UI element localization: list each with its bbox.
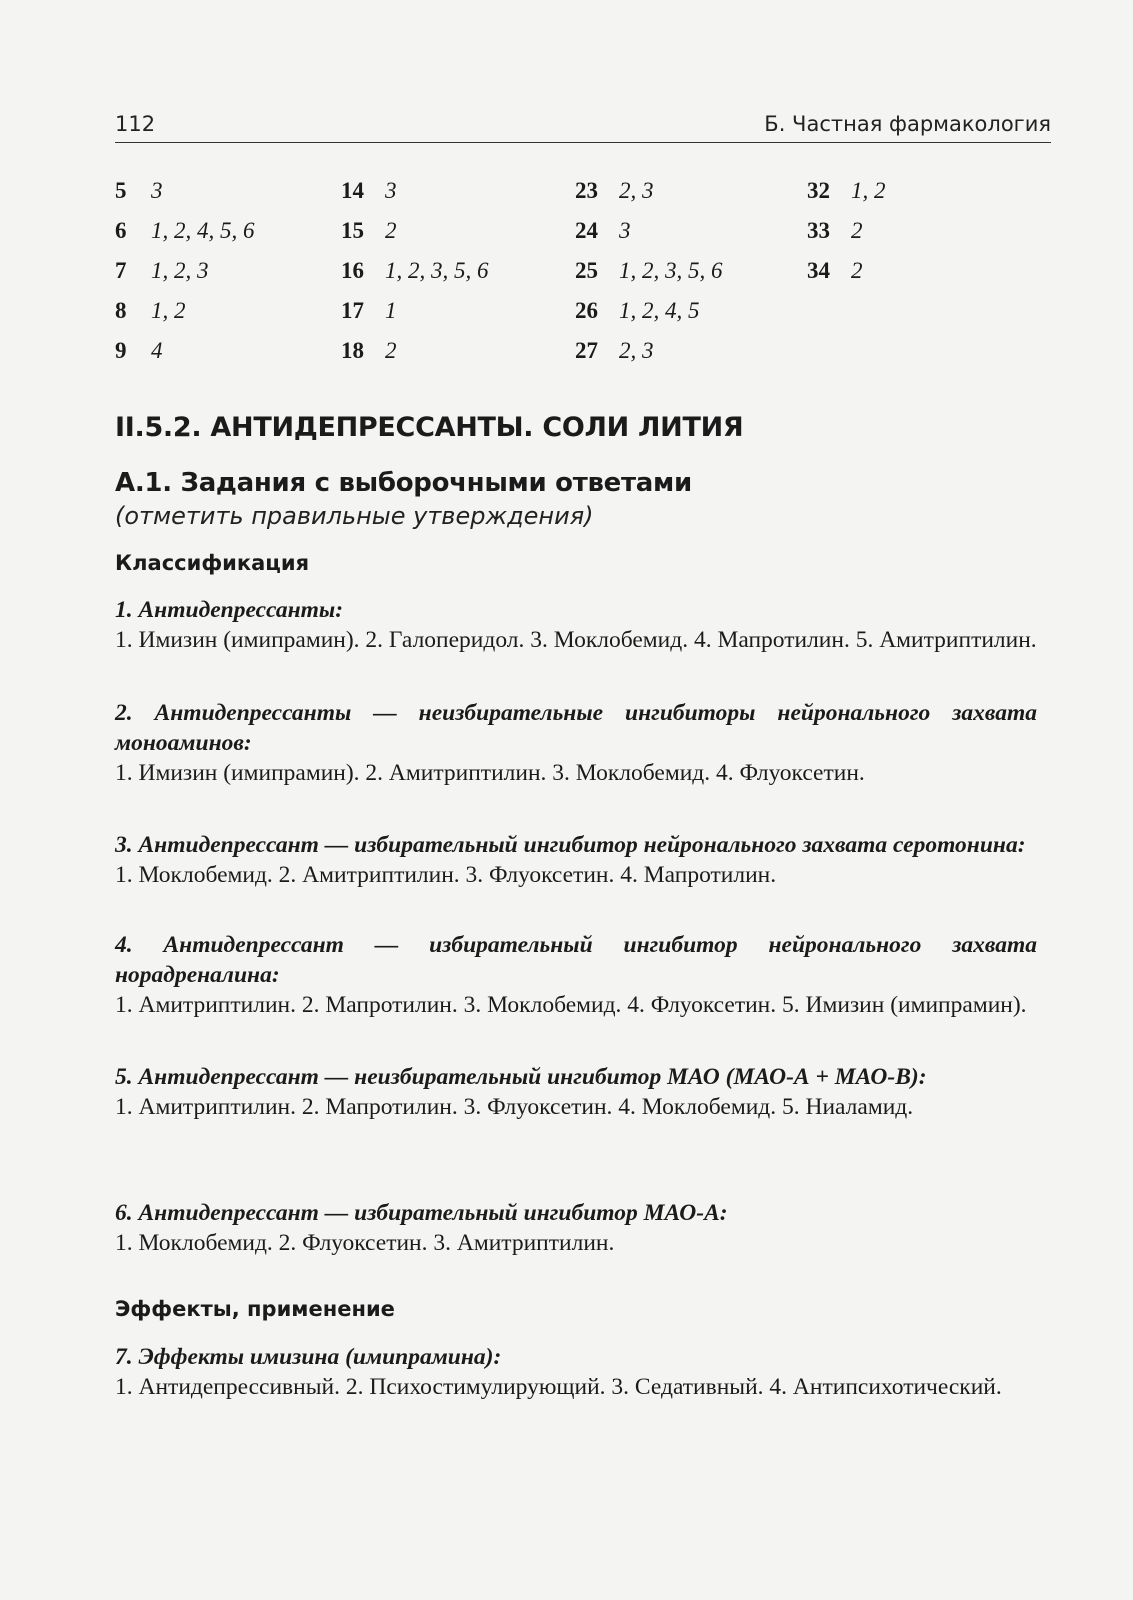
task-title: А.1. Задания с выборочными ответами — [115, 468, 692, 498]
answer-number: 23 — [575, 178, 598, 203]
question-1 — [115, 595, 1037, 655]
question-options: 1. Моклобемид. 2. Амитриптилин. 3. Флуоксетин. 4. Мапротилин. — [115, 862, 777, 888]
answer-value: 1 — [385, 298, 397, 323]
answer-value: 2 — [385, 218, 397, 243]
answer-column — [115, 178, 255, 378]
answer-number: 32 — [807, 178, 830, 203]
question-title: 1. Антидепрессанты: — [115, 597, 344, 623]
answer-number: 17 — [341, 298, 364, 323]
answer-row — [575, 218, 723, 258]
answer-row — [341, 338, 489, 378]
answer-value: 2 — [851, 218, 863, 243]
answer-number: 16 — [341, 258, 364, 283]
answer-number: 34 — [807, 258, 830, 283]
section-title: II.5.2. АНТИДЕПРЕССАНТЫ. СОЛИ ЛИТИЯ — [115, 412, 744, 443]
answer-number: 33 — [807, 218, 830, 243]
question-4 — [115, 930, 1037, 1020]
answer-number: 24 — [575, 218, 598, 243]
subsection-effects: Эффекты, применение — [115, 1297, 395, 1321]
question-options: 1. Амитриптилин. 2. Мапротилин. 3. Моклобемид. 4. Флуоксетин. 5. Имизин (имипрамин). — [115, 992, 1027, 1018]
answer-value: 3 — [385, 178, 397, 203]
answer-row — [115, 178, 255, 218]
question-title: 5. Антидепрессант — неизбирательный ингибитор МАО (МАО-А + МАО-В): — [115, 1064, 927, 1090]
answer-row — [575, 338, 723, 378]
question-title: 4. Антидепрессант — избирательный ингибитор нейронального захвата норадреналина: — [115, 932, 1037, 988]
answer-row — [341, 218, 489, 258]
answer-value: 2 — [851, 258, 863, 283]
answer-value: 1, 2, 4, 5 — [619, 298, 700, 323]
answer-row — [807, 178, 886, 218]
answer-number: 26 — [575, 298, 598, 323]
question-title: 6. Антидепрессант — избирательный ингибитор МАО-А: — [115, 1200, 728, 1226]
answer-value: 1, 2, 3, 5, 6 — [385, 258, 489, 283]
answer-value: 2, 3 — [619, 178, 654, 203]
running-title: Б. Частная фармакология — [764, 112, 1051, 136]
question-5 — [115, 1062, 1037, 1122]
running-header — [115, 108, 1051, 143]
answer-number: 27 — [575, 338, 598, 363]
answer-number: 8 — [115, 298, 127, 323]
question-options: 1. Имизин (имипрамин). 2. Галоперидол. 3. Моклобемид. 4. Мапротилин. 5. Амитриптилин. — [115, 627, 1037, 653]
task-note: (отметить правильные утверждения) — [115, 502, 594, 530]
page-number: 112 — [115, 112, 156, 136]
answer-value: 1, 2, 4, 5, 6 — [151, 218, 255, 243]
answer-column — [341, 178, 489, 378]
answer-row — [115, 218, 255, 258]
answer-row — [575, 178, 723, 218]
question-options: 1. Антидепрессивный. 2. Психостимулирующий. 3. Седативный. 4. Антипсихотический. — [115, 1374, 1002, 1400]
answer-number: 15 — [341, 218, 364, 243]
answer-number: 14 — [341, 178, 364, 203]
question-options: 1. Имизин (имипрамин). 2. Амитриптилин. 3. Моклобемид. 4. Флуоксетин. — [115, 760, 865, 786]
answer-value: 1, 2 — [851, 178, 886, 203]
answer-value: 4 — [151, 338, 163, 363]
answer-row — [341, 298, 489, 338]
answer-row — [575, 258, 723, 298]
answer-number: 7 — [115, 258, 127, 283]
answer-column — [807, 178, 886, 298]
answer-number: 25 — [575, 258, 598, 283]
question-7 — [115, 1342, 1037, 1402]
answer-number: 6 — [115, 218, 127, 243]
answer-value: 3 — [619, 218, 631, 243]
answer-number: 18 — [341, 338, 364, 363]
question-title: 3. Антидепрессант — избирательный ингибитор нейронального захвата серотонина: — [115, 832, 1026, 858]
subsection-classification: Классификация — [115, 551, 310, 575]
question-2 — [115, 698, 1037, 788]
answer-value: 1, 2 — [151, 298, 186, 323]
answer-row — [115, 338, 255, 378]
question-3 — [115, 830, 1037, 890]
answer-row — [807, 258, 886, 298]
answer-value: 1, 2, 3, 5, 6 — [619, 258, 723, 283]
answer-row — [575, 298, 723, 338]
question-options: 1. Амитриптилин. 2. Мапротилин. 3. Флуоксетин. 4. Моклобемид. 5. Ниаламид. — [115, 1094, 914, 1120]
answer-value: 1, 2, 3 — [151, 258, 209, 283]
question-title: 7. Эффекты имизина (имипрамина): — [115, 1344, 502, 1370]
question-title: 2. Антидепрессанты — неизбирательные ингибиторы нейронального захвата моноаминов: — [115, 700, 1037, 756]
answer-row — [115, 298, 255, 338]
answer-row — [341, 178, 489, 218]
answer-row — [115, 258, 255, 298]
answer-column — [575, 178, 723, 378]
answer-number: 9 — [115, 338, 127, 363]
answer-row — [807, 218, 886, 258]
answer-row — [341, 258, 489, 298]
answer-value: 2 — [385, 338, 397, 363]
question-6 — [115, 1198, 1037, 1258]
answer-value: 3 — [151, 178, 163, 203]
question-options: 1. Моклобемид. 2. Флуоксетин. 3. Амитриптилин. — [115, 1230, 615, 1256]
answer-value: 2, 3 — [619, 338, 654, 363]
answer-number: 5 — [115, 178, 127, 203]
